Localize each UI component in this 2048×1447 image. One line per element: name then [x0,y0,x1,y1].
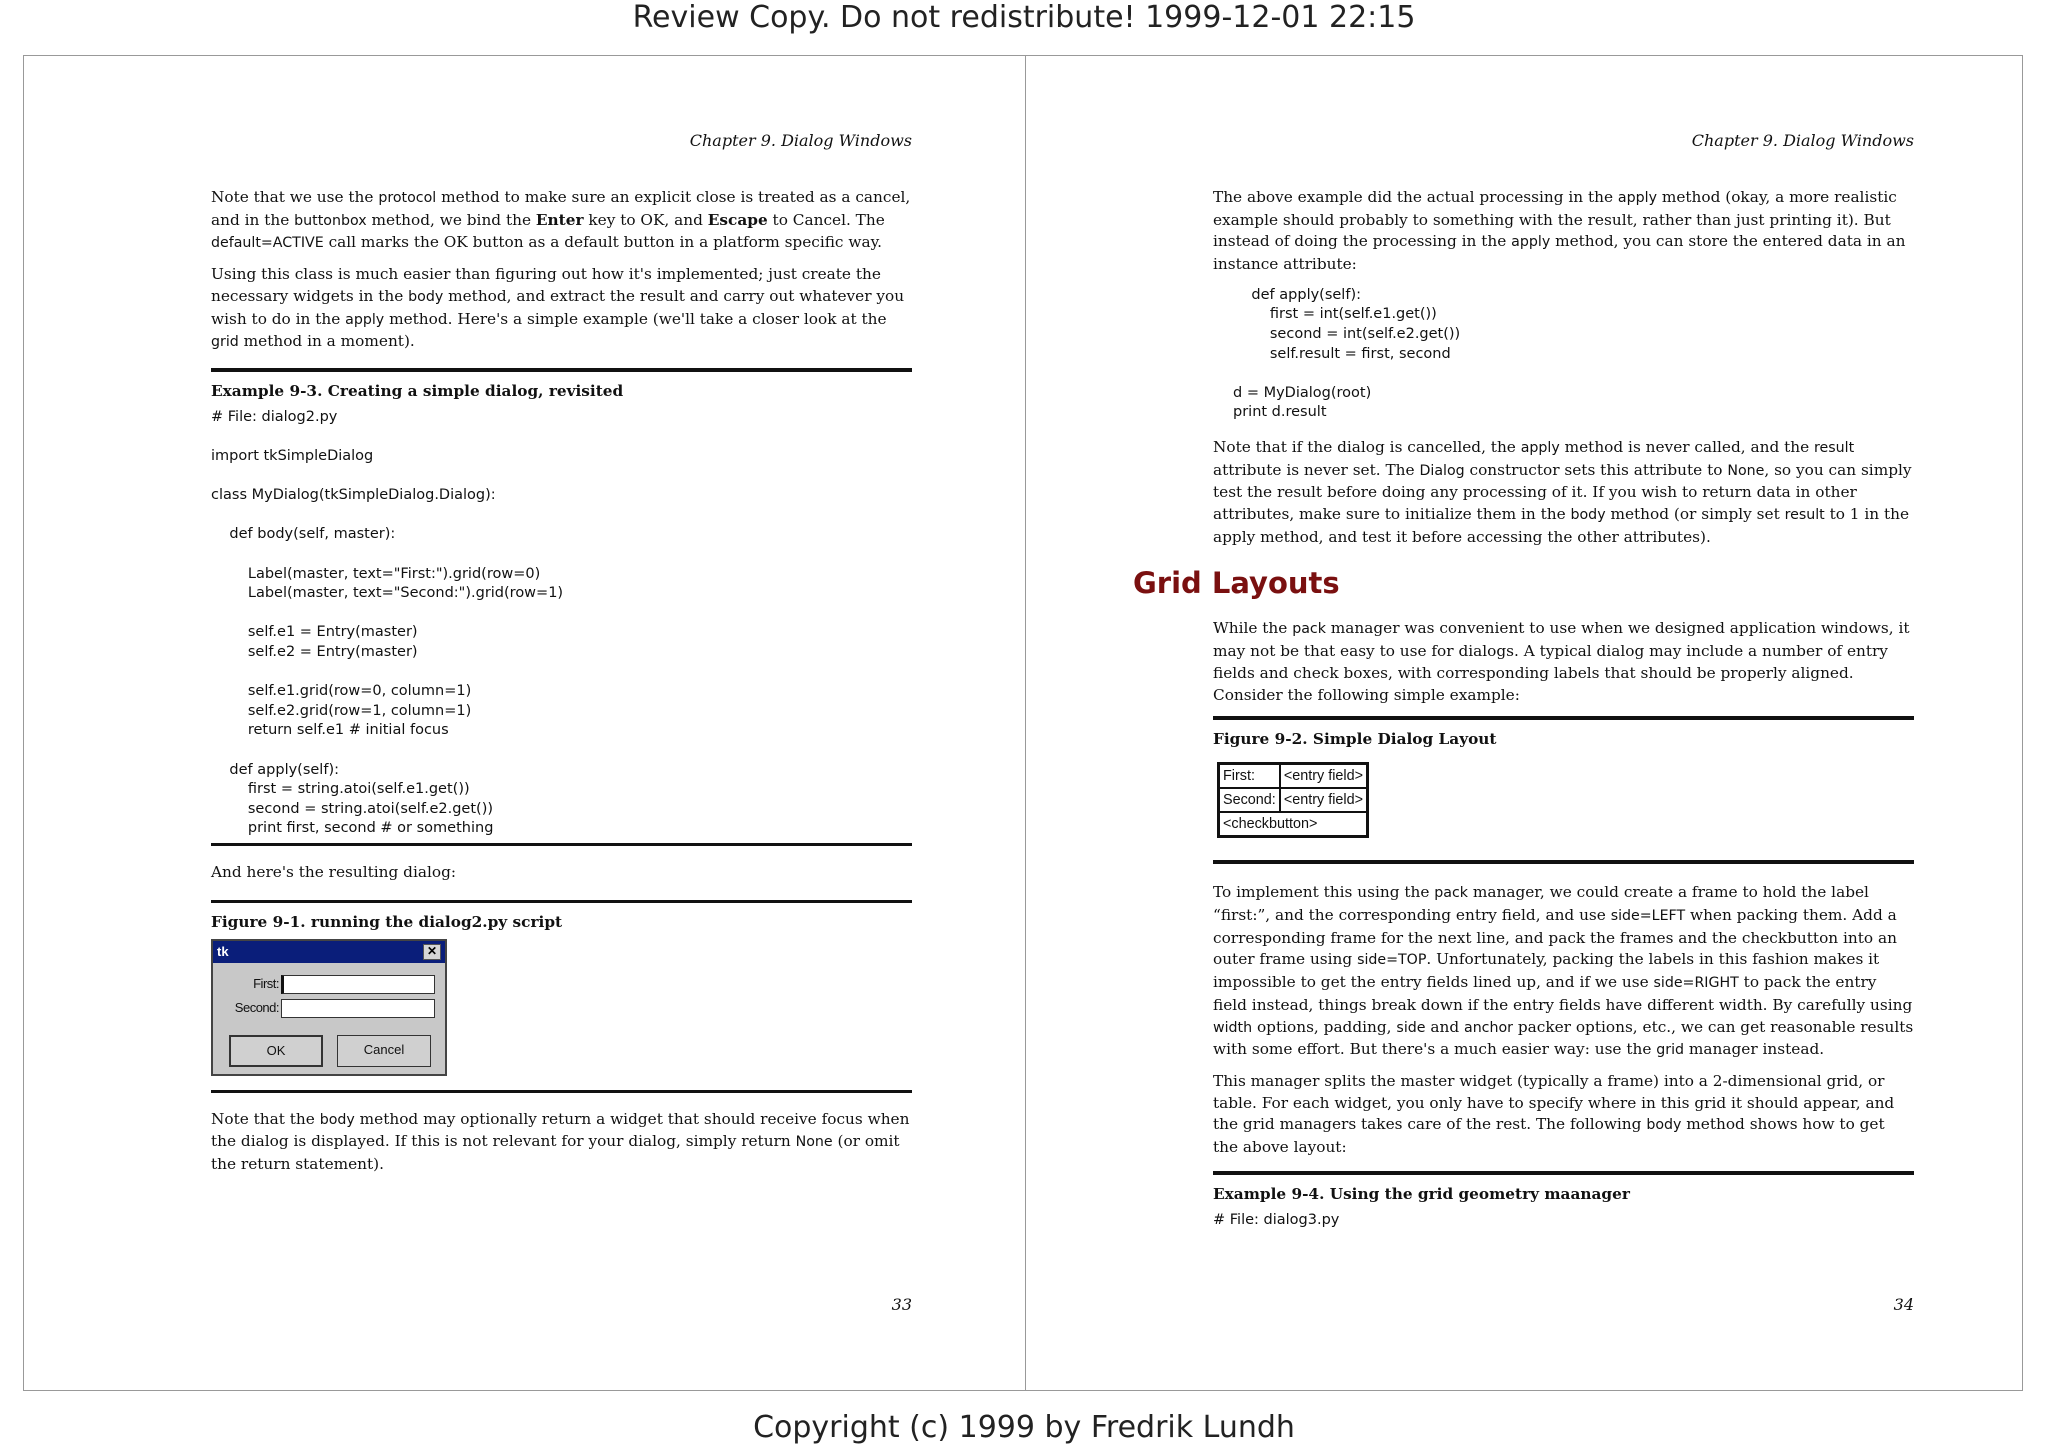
text: manager, we could create a frame to hold the label “first:”, and the corresponding entry field, and use [1213,883,1869,924]
text: Note that if the dialog is cancelled, the [1213,437,1521,456]
inline-code: protocol [378,190,437,206]
paragraph [1213,1071,1914,1159]
figure-caption: Figure 9-1. running the dialog2.py script [211,912,563,931]
inline-code: default=ACTIVE [211,235,324,252]
code-listing: # File: dialog2.py import tkSimpleDialog class MyDialog(tkSimpleDialog.Dialog): def body(self, master): Label(master, text="First:").grid(row=0) Label(master, text="Second:").grid(row=1) self.e1 = Entry(master) self.e2 = Entry(master) self.e1.grid(row=0, column=1) self.e2.grid(row=1, column=1) return self.e1 # initial focus def apply(self): first = string.atoi(self.e1.get()) second = string.atoi(self.e2.get()) print first, second # or something [211,408,564,837]
dialog-titlebar [213,941,445,963]
inline-code: side=RIGHT [1653,975,1739,992]
page-divider [1025,55,1026,1391]
inline-code: Dialog [1419,462,1465,479]
page-number: 33 [891,1295,912,1314]
inline-code: side [1396,1019,1426,1036]
text: to pack the entry field instead, things break down if the entry fields have different width. By carefully using [1213,973,1913,1014]
text: method, you can store the entered data in an instance attribute: [1213,232,1906,274]
text: manager instead. [1684,1040,1825,1059]
grid-cell: First: [1219,764,1280,789]
left-page [211,55,912,1391]
inline-code: body [408,288,444,305]
inline-code: side=TOP [1357,952,1427,969]
paragraph [1213,437,1914,549]
first-row [219,976,281,991]
grid-row [1219,764,1368,789]
section-heading: Grid Layouts [1133,566,1340,601]
ok-button[interactable]: OK [229,1035,323,1067]
tk-dialog-figure [211,939,447,1076]
rule [211,843,912,846]
code-listing: def apply(self): first = int(self.e1.get()) second = int(self.e2.get()) self.result = first, second d = MyDialog(root) print d.result [1233,286,1461,421]
cancel-button[interactable]: Cancel [337,1035,431,1067]
inline-code: None [1727,462,1765,479]
figure-caption: Figure 9-2. Simple Dialog Layout [1213,730,1497,749]
text: method in a moment). [238,332,415,351]
inline-code: width [1213,1019,1253,1036]
grid-cell: Second: [1219,788,1280,812]
text: To implement this using the [1213,883,1435,902]
text: and [1425,1017,1464,1036]
second-label: Second: [234,999,279,1015]
text: method (or simply set [1605,505,1785,524]
inline-code: buttonbox [294,212,367,229]
inline-code: body [1646,1117,1682,1134]
right-page-content [1133,187,1914,1230]
text: While the [1213,619,1293,638]
paragraph [1213,882,1914,1062]
text: The above example did the actual processing in the [1213,188,1618,206]
text: manager was convenient to use when we designed application windows, it may not be that easy to use for dialogs. A typical dialog may include a number of entry fields and check boxes, with corresponding labels that should be properly aligned. Consider the following simple example: [1213,619,1910,704]
inline-code: apply [1520,439,1560,456]
text: method may optionally return a widget that should receive focus when the dialog is displayed. If this is not relevant for your dialog, simply return [211,1109,910,1151]
text: method (okay, a more realistic example should probably to something with the result, rather than just printing it). But instead of doing the processing in the [1213,188,1897,251]
grid-cell: <checkbutton> [1219,812,1368,837]
grid-layout-figure [1217,762,1369,838]
text: method, and extract the result and carry out whatever you wish to do in the [211,286,905,328]
grid-row [1219,788,1368,812]
text: options, padding, [1252,1017,1397,1036]
first-entry[interactable] [281,975,435,994]
paragraph [211,1109,912,1176]
text: method to make sure an explicit close is treated as a cancel, and in the [211,188,911,229]
text: key to OK, and [583,210,708,229]
grid-cell: <entry field> [1280,788,1368,812]
text: to Cancel. The [767,210,885,229]
paragraph [1213,618,1914,706]
paragraph [211,264,912,354]
inline-code: body [319,1111,355,1128]
inline-code: anchor [1464,1019,1513,1036]
text: This manager splits the master widget (typically a frame) into a 2-dimensional grid, or table. For each widget, you only have to specify where in this grid it should appear, and the grid managers takes care of the rest. The following [1213,1071,1895,1134]
inline-code: grid [1656,1042,1685,1059]
inline-code: result [1784,507,1825,524]
text: method, we bind the [366,210,536,229]
text: method. Here's a simple example (we'll take a closer look at the [384,309,887,328]
text: Using this class is much easier than figuring out how it's implemented; just create the necessary widgets in the [211,265,881,305]
text: Note that we use the [211,188,379,206]
text: method shows how to get the above layout: [1213,1115,1885,1157]
grid-cell: <entry field> [1280,764,1368,789]
right-page [1133,55,1914,1391]
text: attribute is never set. The [1213,460,1420,479]
inline-code: side=LEFT [1610,908,1686,924]
text: call marks the OK button as a default button in a platform specific way. [323,233,883,252]
code-listing: # File: dialog3.py [1213,1211,1340,1228]
text: . Unfortunately, packing the labels in this fashion makes it impossible to get the entry fields lined up, and if we use [1213,950,1880,992]
inline-code: result [1814,439,1855,456]
running-head: Chapter 9. Dialog Windows [689,131,912,150]
example-caption: Example 9-4. Using the grid geometry maanager [1213,1184,1630,1203]
copyright-banner: Copyright (c) 1999 by Fredrik Lundh [753,1410,1295,1445]
paragraph [211,187,912,255]
text: packer options, etc., we can get reasonable results with some effort. But there's a much easier way: use the [1213,1017,1914,1059]
rule [211,1090,912,1093]
dialog-title: tk [217,943,229,959]
second-row [219,1000,281,1015]
inline-code: apply [1511,234,1551,251]
first-label: First: [253,975,279,991]
rule [211,900,912,903]
left-page-content [211,187,912,1185]
text: to 1 in the apply method, and test it before accessing the other attributes). [1213,505,1910,546]
bold-text: Escape [707,210,768,229]
text: when packing them. Add a corresponding frame for the next line, and pack the frames and the checkbutton into an outer frame using [1213,906,1897,969]
second-entry[interactable] [281,999,435,1018]
bold-text: Enter [535,210,584,229]
example-caption: Example 9-3. Creating a simple dialog, revisited [211,381,624,400]
inline-code: pack [1434,885,1468,902]
text: (or omit the return statement). [211,1132,900,1174]
text: constructor sets this attribute to [1464,460,1728,479]
text: , so you can simply test the result before doing any processing of it. If you wish to return data in other attributes, make sure to initialize them in the [1213,460,1912,524]
rule [211,368,912,372]
close-icon[interactable]: ✕ [423,944,441,960]
rule [1213,860,1914,864]
text: method is never called, and the [1559,437,1815,456]
text: Note that the [211,1109,320,1128]
paragraph [1213,187,1914,276]
inline-code: apply [345,311,385,328]
inline-code: pack [1292,621,1326,638]
inline-code: None [795,1134,833,1151]
inline-code: apply [1617,190,1657,206]
rule [1213,1171,1914,1175]
grid-row [1219,812,1368,837]
page-number: 34 [1893,1295,1914,1314]
rule [1213,716,1914,720]
paragraph: And here's the resulting dialog: [211,862,457,881]
inline-code: body [1570,507,1606,524]
inline-code: grid [211,334,239,351]
review-banner: Review Copy. Do not redistribute! 1999-12-01 22:15 [632,0,1416,35]
running-head: Chapter 9. Dialog Windows [1691,131,1914,150]
